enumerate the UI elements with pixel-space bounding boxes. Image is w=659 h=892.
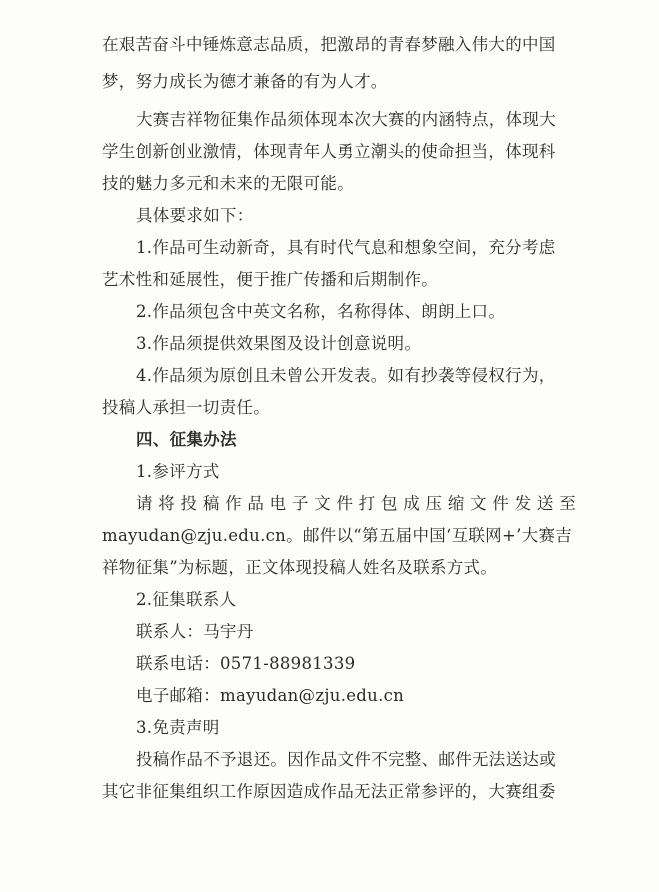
paragraph-line: 技的魅力多元和未来的无限可能。 <box>102 174 354 193</box>
subsection-heading: 2.征集联系人 <box>136 590 237 609</box>
paragraph-line: 祥物征集”为标题，正文体现投稿人姓名及联系方式。 <box>102 558 498 577</box>
paragraph-line: 请将投稿作品电子文件打包成压缩文件发送至 <box>136 494 576 513</box>
list-item: 2.作品须包含中英文名称，名称得体、朗朗上口。 <box>136 302 506 321</box>
subsection-heading: 3.免责声明 <box>136 718 220 737</box>
contact-name: 联系人：马宇丹 <box>136 622 254 641</box>
paragraph-line: 在艰苦奋斗中锤炼意志品质，把激昂的青春梦融入伟大的中国 <box>102 35 556 54</box>
paragraph-line: 投稿作品不予退还。因作品文件不完整、邮件无法送达或 <box>136 750 556 769</box>
contact-email: 电子邮箱：mayudan@zju.edu.cn <box>136 686 405 705</box>
list-item: 1.作品可生动新奇，具有时代气息和想象空间，充分考虑 <box>136 238 556 257</box>
paragraph-line: 梦，努力成长为德才兼备的有为人才。 <box>102 72 388 91</box>
paragraph-line: 学生创新创业激情，体现青年人勇立潮头的使命担当，体现科 <box>102 142 556 161</box>
list-item: 4.作品须为原创且未曾公开发表。如有抄袭等侵权行为， <box>136 366 556 385</box>
paragraph-line: 大赛吉祥物征集作品须体现本次大赛的内涵特点，体现大 <box>136 110 556 129</box>
paragraph-line: 艺术性和延展性，便于推广传播和后期制作。 <box>102 270 438 289</box>
contact-phone: 联系电话：0571-88981339 <box>136 654 356 673</box>
section-heading: 四、征集办法 <box>136 430 237 449</box>
subsection-heading: 1.参评方式 <box>136 462 220 481</box>
list-item: 3.作品须提供效果图及设计创意说明。 <box>136 334 422 353</box>
paragraph-line: 具体要求如下： <box>136 206 254 225</box>
paragraph-line: mayudan@zju.edu.cn。邮件以“第五届中国‘互联网+’大赛吉 <box>102 526 573 545</box>
paragraph-line: 其它非征集组织工作原因造成作品无法正常参评的，大赛组委 <box>102 782 556 801</box>
paragraph-line: 投稿人承担一切责任。 <box>102 398 270 417</box>
